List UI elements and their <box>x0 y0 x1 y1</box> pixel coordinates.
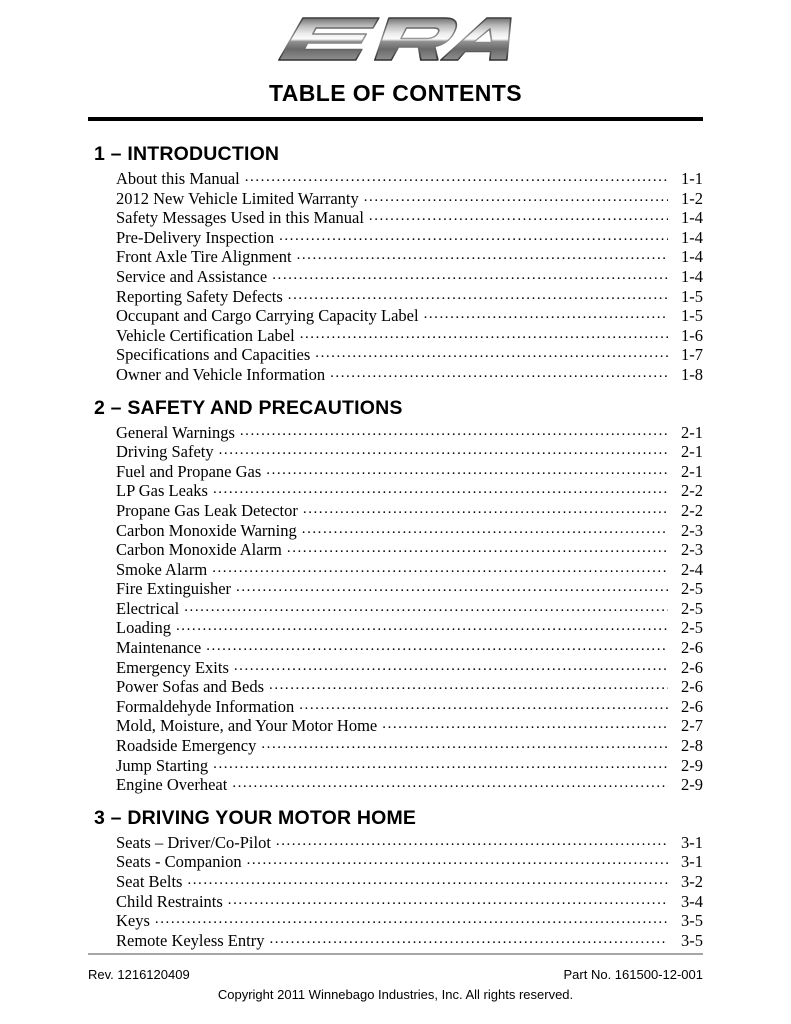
toc-entry[interactable] <box>116 852 703 872</box>
dot-leader <box>236 583 668 599</box>
dot-leader <box>369 212 668 228</box>
toc-entry[interactable] <box>116 247 703 267</box>
table-of-contents <box>88 121 703 950</box>
footer-divider <box>88 953 703 955</box>
toc-entry-label: Electrical <box>116 598 180 618</box>
page-title: TABLE OF CONTENTS <box>269 80 522 106</box>
toc-entry[interactable] <box>116 169 703 189</box>
toc-entry-page: 1-7 <box>681 345 703 365</box>
toc-entry-page: 2-5 <box>681 598 703 618</box>
toc-entry-page: 3-2 <box>681 872 703 891</box>
toc-entry-label: Seats – Driver/Co-Pilot <box>116 832 271 852</box>
toc-entry[interactable] <box>116 540 703 560</box>
toc-entry-page: 2-8 <box>681 736 703 756</box>
dot-leader <box>288 290 668 306</box>
toc-entry-label: Front Axle Tire Alignment <box>116 247 292 267</box>
toc-entry[interactable] <box>116 189 703 209</box>
toc-entry[interactable] <box>116 638 703 658</box>
toc-entry[interactable] <box>116 501 703 521</box>
toc-entry-page: 2-5 <box>681 579 703 599</box>
toc-entry-label: Pre-Delivery Inspection <box>116 227 275 247</box>
toc-entry[interactable] <box>116 677 703 697</box>
toc-entry-page: 1-4 <box>681 247 703 267</box>
toc-entry-label: Maintenance <box>116 638 202 658</box>
section-heading: 1 – INTRODUCTION <box>94 143 280 165</box>
dot-leader <box>272 271 668 287</box>
dot-leader <box>364 192 668 208</box>
toc-entry[interactable] <box>116 892 703 912</box>
toc-entry[interactable] <box>116 442 703 462</box>
copyright-notice: Copyright 2011 Winnebago Industries, Inc. All rights reserved. <box>217 987 574 1002</box>
toc-entry-page: 2-2 <box>681 500 703 520</box>
toc-entry[interactable] <box>116 911 703 931</box>
dot-leader <box>315 349 668 365</box>
dot-leader <box>300 329 668 345</box>
toc-entry-page: 2-6 <box>681 638 703 658</box>
dot-leader <box>176 622 668 638</box>
toc-entry-page: 3-1 <box>681 852 703 872</box>
toc-entry-label: Fuel and Propane Gas <box>116 461 262 481</box>
footer-meta-row <box>88 967 703 982</box>
toc-entry[interactable] <box>116 267 703 287</box>
dot-leader <box>261 740 668 756</box>
dot-leader <box>213 485 668 501</box>
toc-entry[interactable] <box>116 579 703 599</box>
toc-entry-label: Specifications and Capacities <box>116 345 311 365</box>
dot-leader <box>279 231 668 247</box>
toc-entry-label: Carbon Monoxide Warning <box>116 520 297 540</box>
toc-entry-label: Smoke Alarm <box>116 559 208 579</box>
dot-leader <box>269 681 668 697</box>
toc-entry-page: 2-6 <box>681 696 703 716</box>
toc-entry-label: Power Sofas and Beds <box>116 677 265 697</box>
toc-entry[interactable] <box>116 326 703 346</box>
toc-entry-label: About this Manual <box>116 169 240 188</box>
toc-entry-page: 2-9 <box>681 775 703 795</box>
dot-leader <box>184 602 668 618</box>
toc-entry-label: Roadside Emergency <box>116 736 257 756</box>
toc-entry-label: Occupant and Cargo Carrying Capacity Label <box>116 306 419 326</box>
toc-entry[interactable] <box>116 931 703 951</box>
toc-entry[interactable] <box>116 560 703 580</box>
toc-entry-label: Engine Overheat <box>116 775 228 795</box>
toc-entry-label: LP Gas Leaks <box>116 481 208 501</box>
toc-entry[interactable] <box>116 872 703 892</box>
toc-entry[interactable] <box>116 599 703 619</box>
dot-leader <box>303 505 668 521</box>
dot-leader <box>297 251 668 267</box>
toc-entry-page: 1-5 <box>681 286 703 306</box>
part-number: Part No. 161500-12-001 <box>563 967 703 982</box>
toc-section-3 <box>88 807 703 951</box>
toc-entry-page: 1-4 <box>681 227 703 247</box>
toc-entry-page: 3-5 <box>681 930 703 950</box>
toc-entry-page: 1-1 <box>681 169 703 188</box>
toc-entry[interactable] <box>116 423 703 443</box>
toc-entry-label: Vehicle Certification Label <box>116 325 295 345</box>
toc-entry[interactable] <box>116 208 703 228</box>
section-heading: 3 – DRIVING YOUR MOTOR HOME <box>94 806 417 829</box>
toc-entry-page: 1-4 <box>681 208 703 228</box>
toc-entry-list <box>88 169 703 385</box>
toc-entry-label: Service and Assistance <box>116 266 268 286</box>
toc-entry-page: 1-8 <box>681 364 703 384</box>
dot-leader <box>155 915 668 931</box>
toc-entry-label: General Warnings <box>116 422 235 442</box>
toc-entry-page: 1-4 <box>681 266 703 286</box>
dot-leader <box>269 934 668 950</box>
page-footer <box>48 953 743 1002</box>
toc-entry-label: Reporting Safety Defects <box>116 286 283 306</box>
toc-entry-page: 2-9 <box>681 755 703 775</box>
toc-entry[interactable] <box>116 345 703 365</box>
toc-entry-page: 2-2 <box>681 481 703 501</box>
toc-entry-page: 3-5 <box>681 911 703 931</box>
dot-leader <box>299 700 668 716</box>
toc-entry-page: 3-1 <box>681 832 703 852</box>
toc-entry-label: Driving Safety <box>116 442 214 462</box>
toc-entry-label: 2012 New Vehicle Limited Warranty <box>116 188 359 208</box>
toc-entry-label: Fire Extinguisher <box>116 579 232 599</box>
dot-leader <box>266 465 668 481</box>
toc-section-2 <box>88 397 703 795</box>
dot-leader <box>287 544 668 560</box>
dot-leader <box>234 661 668 677</box>
dot-leader <box>213 759 668 775</box>
toc-entry-label: Child Restraints <box>116 891 223 911</box>
toc-entry-label: Safety Messages Used in this Manual <box>116 208 364 228</box>
dot-leader <box>276 836 668 852</box>
dot-leader <box>232 779 668 795</box>
toc-entry-label: Loading <box>116 618 171 638</box>
toc-entry-label: Owner and Vehicle Information <box>116 364 326 384</box>
toc-entry[interactable] <box>116 756 703 776</box>
toc-entry[interactable] <box>116 228 703 248</box>
toc-entry[interactable] <box>116 365 703 385</box>
dot-leader <box>240 426 668 442</box>
toc-entry-page: 1-2 <box>681 188 703 208</box>
toc-entry-page: 2-1 <box>681 422 703 442</box>
toc-entry-page: 2-6 <box>681 657 703 677</box>
toc-entry[interactable] <box>116 462 703 482</box>
toc-entry-label: Emergency Exits <box>116 657 229 677</box>
dot-leader <box>382 720 668 736</box>
revision-number: Rev. 1216120409 <box>88 967 190 982</box>
toc-entry[interactable] <box>116 481 703 501</box>
toc-entry[interactable] <box>116 521 703 541</box>
toc-entry-page: 2-4 <box>681 559 703 579</box>
dot-leader <box>228 895 668 911</box>
dot-leader <box>245 173 668 189</box>
toc-entry-label: Keys <box>116 911 150 931</box>
toc-entry[interactable] <box>116 306 703 326</box>
toc-entry-page: 2-1 <box>681 461 703 481</box>
toc-entry[interactable] <box>116 833 703 853</box>
toc-entry-page: 2-7 <box>681 716 703 736</box>
toc-entry-label: Mold, Moisture, and Your Motor Home <box>116 716 378 736</box>
toc-entry-page: 2-3 <box>681 540 703 560</box>
toc-entry-label: Propane Gas Leak Detector <box>116 500 298 520</box>
toc-entry-label: Formaldehyde Information <box>116 696 295 716</box>
toc-entry-page: 2-3 <box>681 520 703 540</box>
dot-leader <box>302 524 668 540</box>
toc-entry[interactable] <box>116 658 703 678</box>
dot-leader <box>212 563 668 579</box>
toc-entry-page: 1-5 <box>681 306 703 326</box>
toc-entry-page: 2-6 <box>681 677 703 697</box>
toc-entry-page: 3-4 <box>681 891 703 911</box>
toc-entry-label: Remote Keyless Entry <box>116 930 265 950</box>
dot-leader <box>424 310 668 326</box>
section-heading: 2 – SAFETY AND PRECAUTIONS <box>94 396 403 419</box>
dot-leader <box>206 642 668 658</box>
toc-entry[interactable] <box>116 287 703 307</box>
toc-entry-list <box>88 423 703 795</box>
toc-entry[interactable] <box>116 618 703 638</box>
toc-entry-label: Seat Belts <box>116 872 183 891</box>
toc-entry-label: Jump Starting <box>116 755 209 775</box>
dot-leader <box>187 876 668 892</box>
toc-entry[interactable] <box>116 736 703 756</box>
dot-leader <box>330 369 668 385</box>
era-logo-container <box>48 0 743 80</box>
dot-leader <box>219 446 668 462</box>
dot-leader <box>247 856 668 872</box>
era-logo-icon <box>276 14 516 66</box>
toc-entry[interactable] <box>116 716 703 736</box>
toc-entry[interactable] <box>116 775 703 795</box>
toc-entry[interactable] <box>116 697 703 717</box>
toc-entry-page: 2-1 <box>681 442 703 462</box>
toc-entry-label: Carbon Monoxide Alarm <box>116 540 282 560</box>
toc-entry-page: 1-6 <box>681 325 703 345</box>
toc-entry-label: Seats - Companion <box>116 852 242 872</box>
toc-entry-list <box>88 833 703 951</box>
toc-entry-page: 2-5 <box>681 618 703 638</box>
toc-section-1 <box>88 143 703 385</box>
